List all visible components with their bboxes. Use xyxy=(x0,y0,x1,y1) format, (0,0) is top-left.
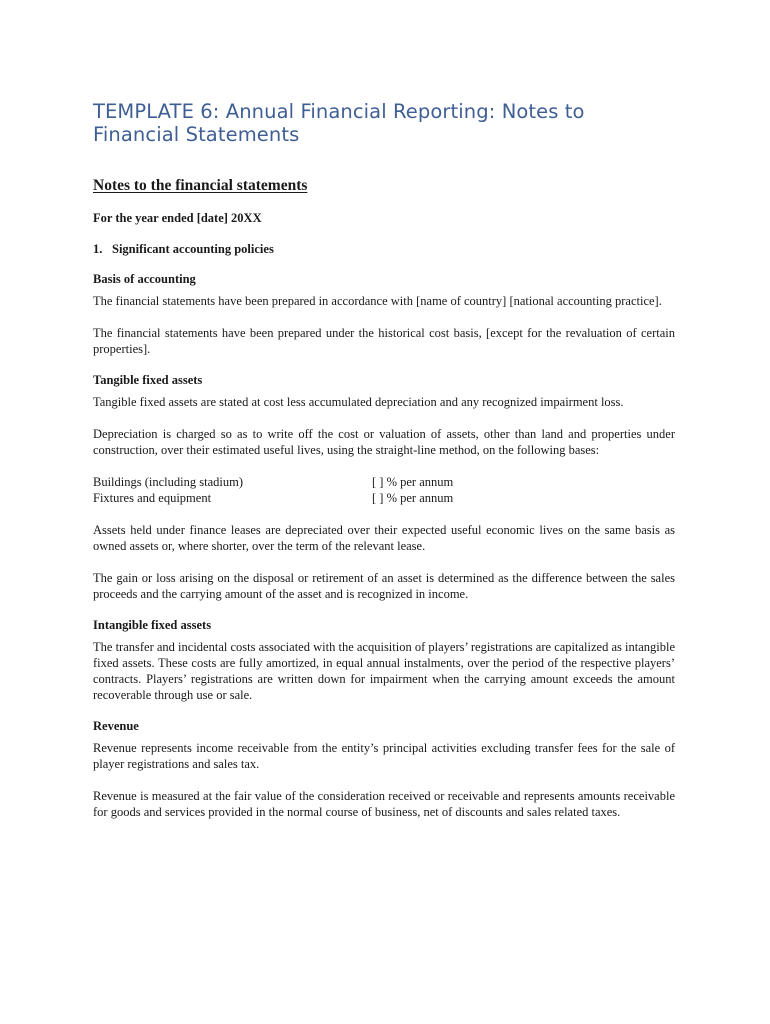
rate-row xyxy=(93,474,675,490)
rate-asset: Buildings (including stadium) xyxy=(93,475,243,489)
tangible-paragraph-2: Depreciation is charged so as to write off the cost or valuation of assets, other than land and properties under construction, over their estimated useful lives, using the straight-line method, on the following bases: xyxy=(93,427,675,457)
rate-value: [ ] % per annum xyxy=(372,475,454,489)
rate-asset: Fixtures and equipment xyxy=(93,491,212,505)
intangible-paragraph-1: The transfer and incidental costs associated with the acquisition of players’ registrations are capitalized as intangible fixed assets. These costs are fully amortized, in equal annual instalments, over the period of the respective players’ contracts. Players’ registrations are written down for impairment when the carrying amount exceeds the amount recoverable through use or sale. xyxy=(93,640,675,702)
year-ended-line: For the year ended [date] 20XX xyxy=(93,211,262,225)
basis-paragraph-1: The financial statements have been prepared in accordance with [name of country] [national accounting practice]. xyxy=(93,294,662,308)
tangible-paragraph-3: Assets held under finance leases are depreciated over their expected useful economic lives on the same basis as owned assets or, where shorter, over the term of the relevant lease. xyxy=(93,523,675,553)
tangible-paragraph-4: The gain or loss arising on the disposal or retirement of an asset is determined as the difference between the sales proceeds and the carrying amount of the asset and is recognized in income. xyxy=(93,571,675,601)
depreciation-rates xyxy=(93,474,675,506)
intangible-heading: Intangible fixed assets xyxy=(93,618,212,632)
template-title: TEMPLATE 6: Annual Financial Reporting: Notes to Financial Statements xyxy=(93,100,585,146)
section-title: Significant accounting policies xyxy=(112,242,274,256)
rate-value: [ ] % per annum xyxy=(372,491,454,505)
revenue-paragraph-1: Revenue represents income receivable from the entity’s principal activities excluding transfer fees for the sale of player registrations and sales tax. xyxy=(93,741,675,771)
section-number: 1. xyxy=(93,242,103,256)
rate-row xyxy=(93,490,675,506)
revenue-paragraph-2: Revenue is measured at the fair value of the consideration received or receivable and represents amounts receivable for goods and services provided in the normal course of business, net of discounts and sales related taxes. xyxy=(93,789,675,819)
basis-paragraph-2: The financial statements have been prepared under the historical cost basis, [except for the revaluation of certain properties]. xyxy=(93,326,675,356)
basis-heading: Basis of accounting xyxy=(93,272,196,286)
tangible-paragraph-1: Tangible fixed assets are stated at cost less accumulated depreciation and any recognized impairment loss. xyxy=(93,395,624,409)
notes-heading: Notes to the financial statements xyxy=(93,177,308,194)
document-body xyxy=(93,100,675,820)
tangible-heading: Tangible fixed assets xyxy=(93,373,203,387)
revenue-heading: Revenue xyxy=(93,719,139,733)
section-heading-1 xyxy=(93,241,675,257)
